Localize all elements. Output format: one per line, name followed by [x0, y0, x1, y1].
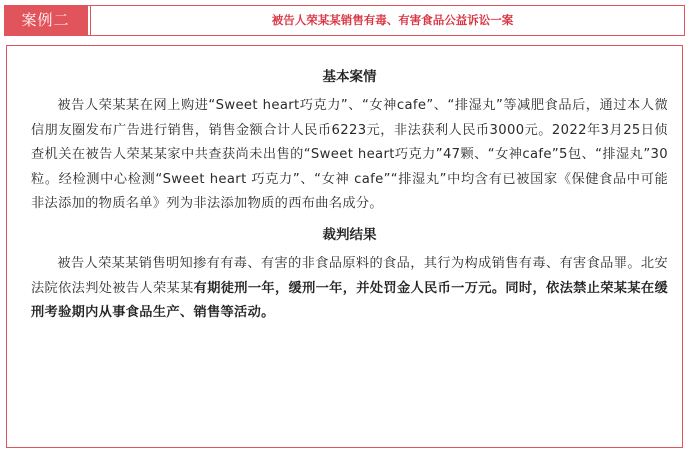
- case-title: 被告人荣某某销售有毒、有害食品公益诉讼一案: [271, 13, 514, 27]
- verdict-heading: 裁判结果: [322, 226, 377, 243]
- basic-facts-heading: 基本案情: [322, 69, 377, 85]
- basic-facts-paragraph: 被告人荣某某在网上购进“Sweet heart巧克力”、“女神cafe”、“排湿丸”等减肥食品后，通过本人微信朋友圈发布广告进行销售，销售金额合计人民币6223元，非法获利人民币3000元。2022年3月25日侦查机关在被告人荣某某家中共查获尚未出售的“Sweet heart巧克力”47颗、“女神cafe”5包、“排湿丸”30粒。经检测中心检测“Sweet heart 巧克力”、“女神 cafe”“排湿丸”中均含有已被国家《保健食品中可能非法添加的物质名单》列为非法添加物质的西布曲名成分。: [31, 98, 668, 212]
- case-tab-label: 案例二: [5, 6, 86, 35]
- verdict-sentence-bold: 有期徒刑一年，缓刑一年，并处罚金人民币一万元。同时，依法禁止荣某某在缓刑考验期内从事食品生产、销售等活动。: [31, 280, 668, 321]
- verdict-paragraph: [31, 252, 668, 326]
- case-content-box: [6, 45, 683, 448]
- case-header: [4, 5, 685, 36]
- verdict-text: 被告人荣某某销售明知掺有有毒、有害的非食品原料的食品，其行为构成销售有毒、有害食品罪。北安法院依法判处被告人荣某某: [31, 255, 668, 296]
